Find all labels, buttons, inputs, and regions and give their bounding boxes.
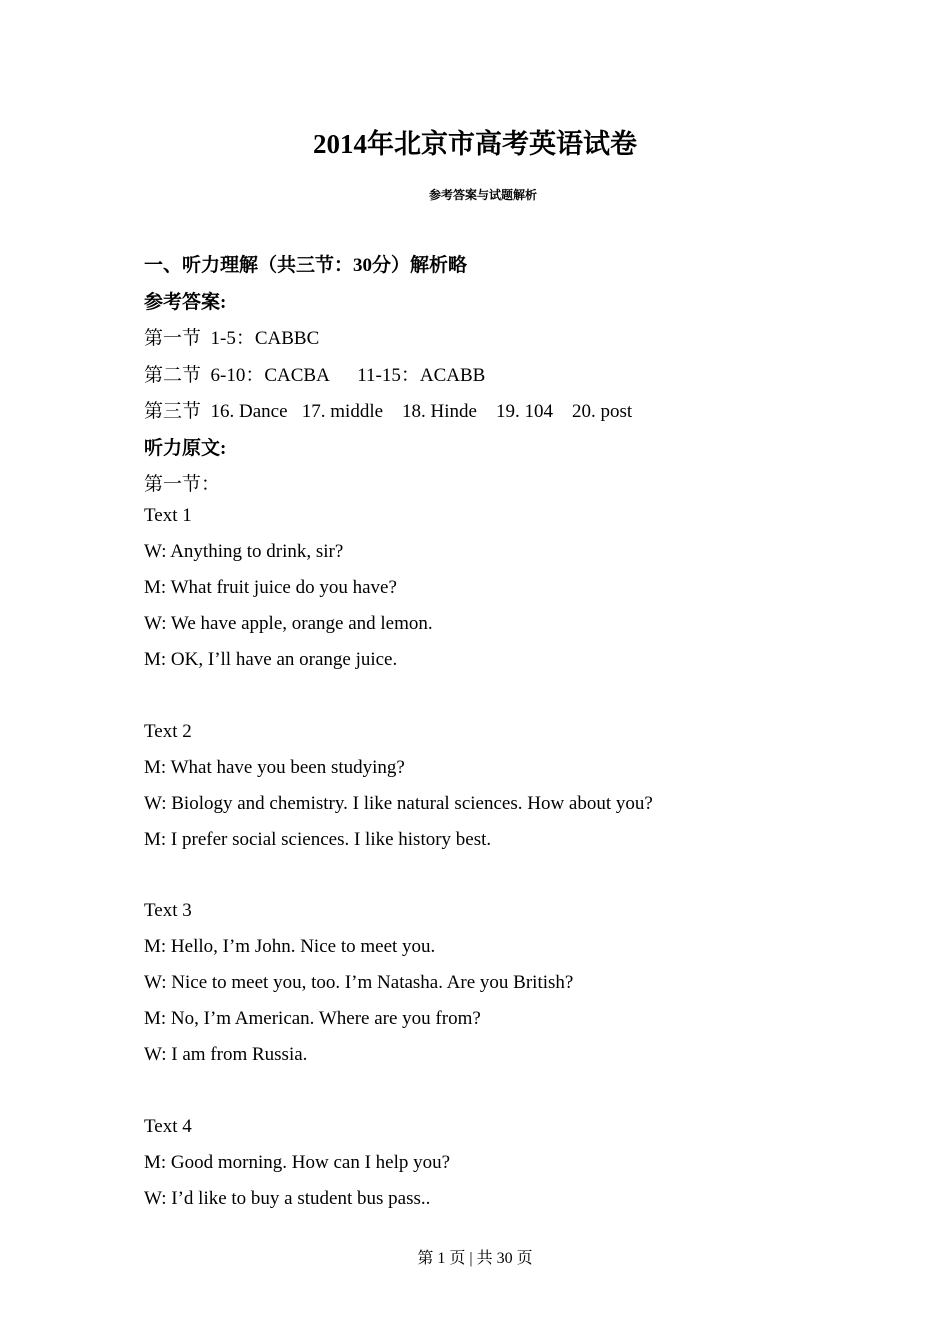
section-heading: 参考答案: [144,292,227,313]
text-line: M: What fruit juice do you have? [144,577,397,598]
text-line: W: I’d like to buy a student bus pass.. [144,1188,431,1209]
text-line: Text 2 [144,721,192,742]
text-line: W: We have apple, orange and lemon. [144,613,433,634]
text-line: W: Anything to drink, sir? [144,541,344,562]
text-line: W: I am from Russia. [144,1044,308,1065]
text-line: Text 4 [144,1116,192,1137]
page-footer: 第 1 页 | 共 30 页 [417,1250,533,1267]
document-subtitle: 参考答案与试题解析 [428,188,537,202]
text-line: M: OK, I’ll have an orange juice. [144,649,398,670]
text-line: 第三节 16. Dance 17. middle 18. Hinde 19. 104 20. post [144,401,633,422]
text-line: M: Hello, I’m John. Nice to meet you. [144,936,436,957]
text-line: Text 1 [144,505,192,526]
text-line: M: Good morning. How can I help you? [144,1152,451,1173]
text-line: M: What have you been studying? [144,757,405,778]
text-line: W: Biology and chemistry. I like natural sciences. How about you? [144,793,653,814]
section-heading: 听力原文: [144,438,227,459]
text-line: Text 3 [144,900,192,921]
document-title: 2014年北京市高考英语试卷 [313,129,637,159]
text-line: 第一节： [144,474,221,495]
text-line: M: No, I’m American. Where are you from? [144,1008,481,1029]
text-line: M: I prefer social sciences. I like history best. [144,829,492,850]
text-line: 第一节 1-5：CABBC [144,328,320,349]
section-heading: 一、听力理解（共三节：30分）解析略 [144,255,468,276]
text-line: 第二节 6-10：CACBA 11-15：ACABB [144,365,486,386]
text-line: W: Nice to meet you, too. I’m Natasha. Are you British? [144,972,574,993]
